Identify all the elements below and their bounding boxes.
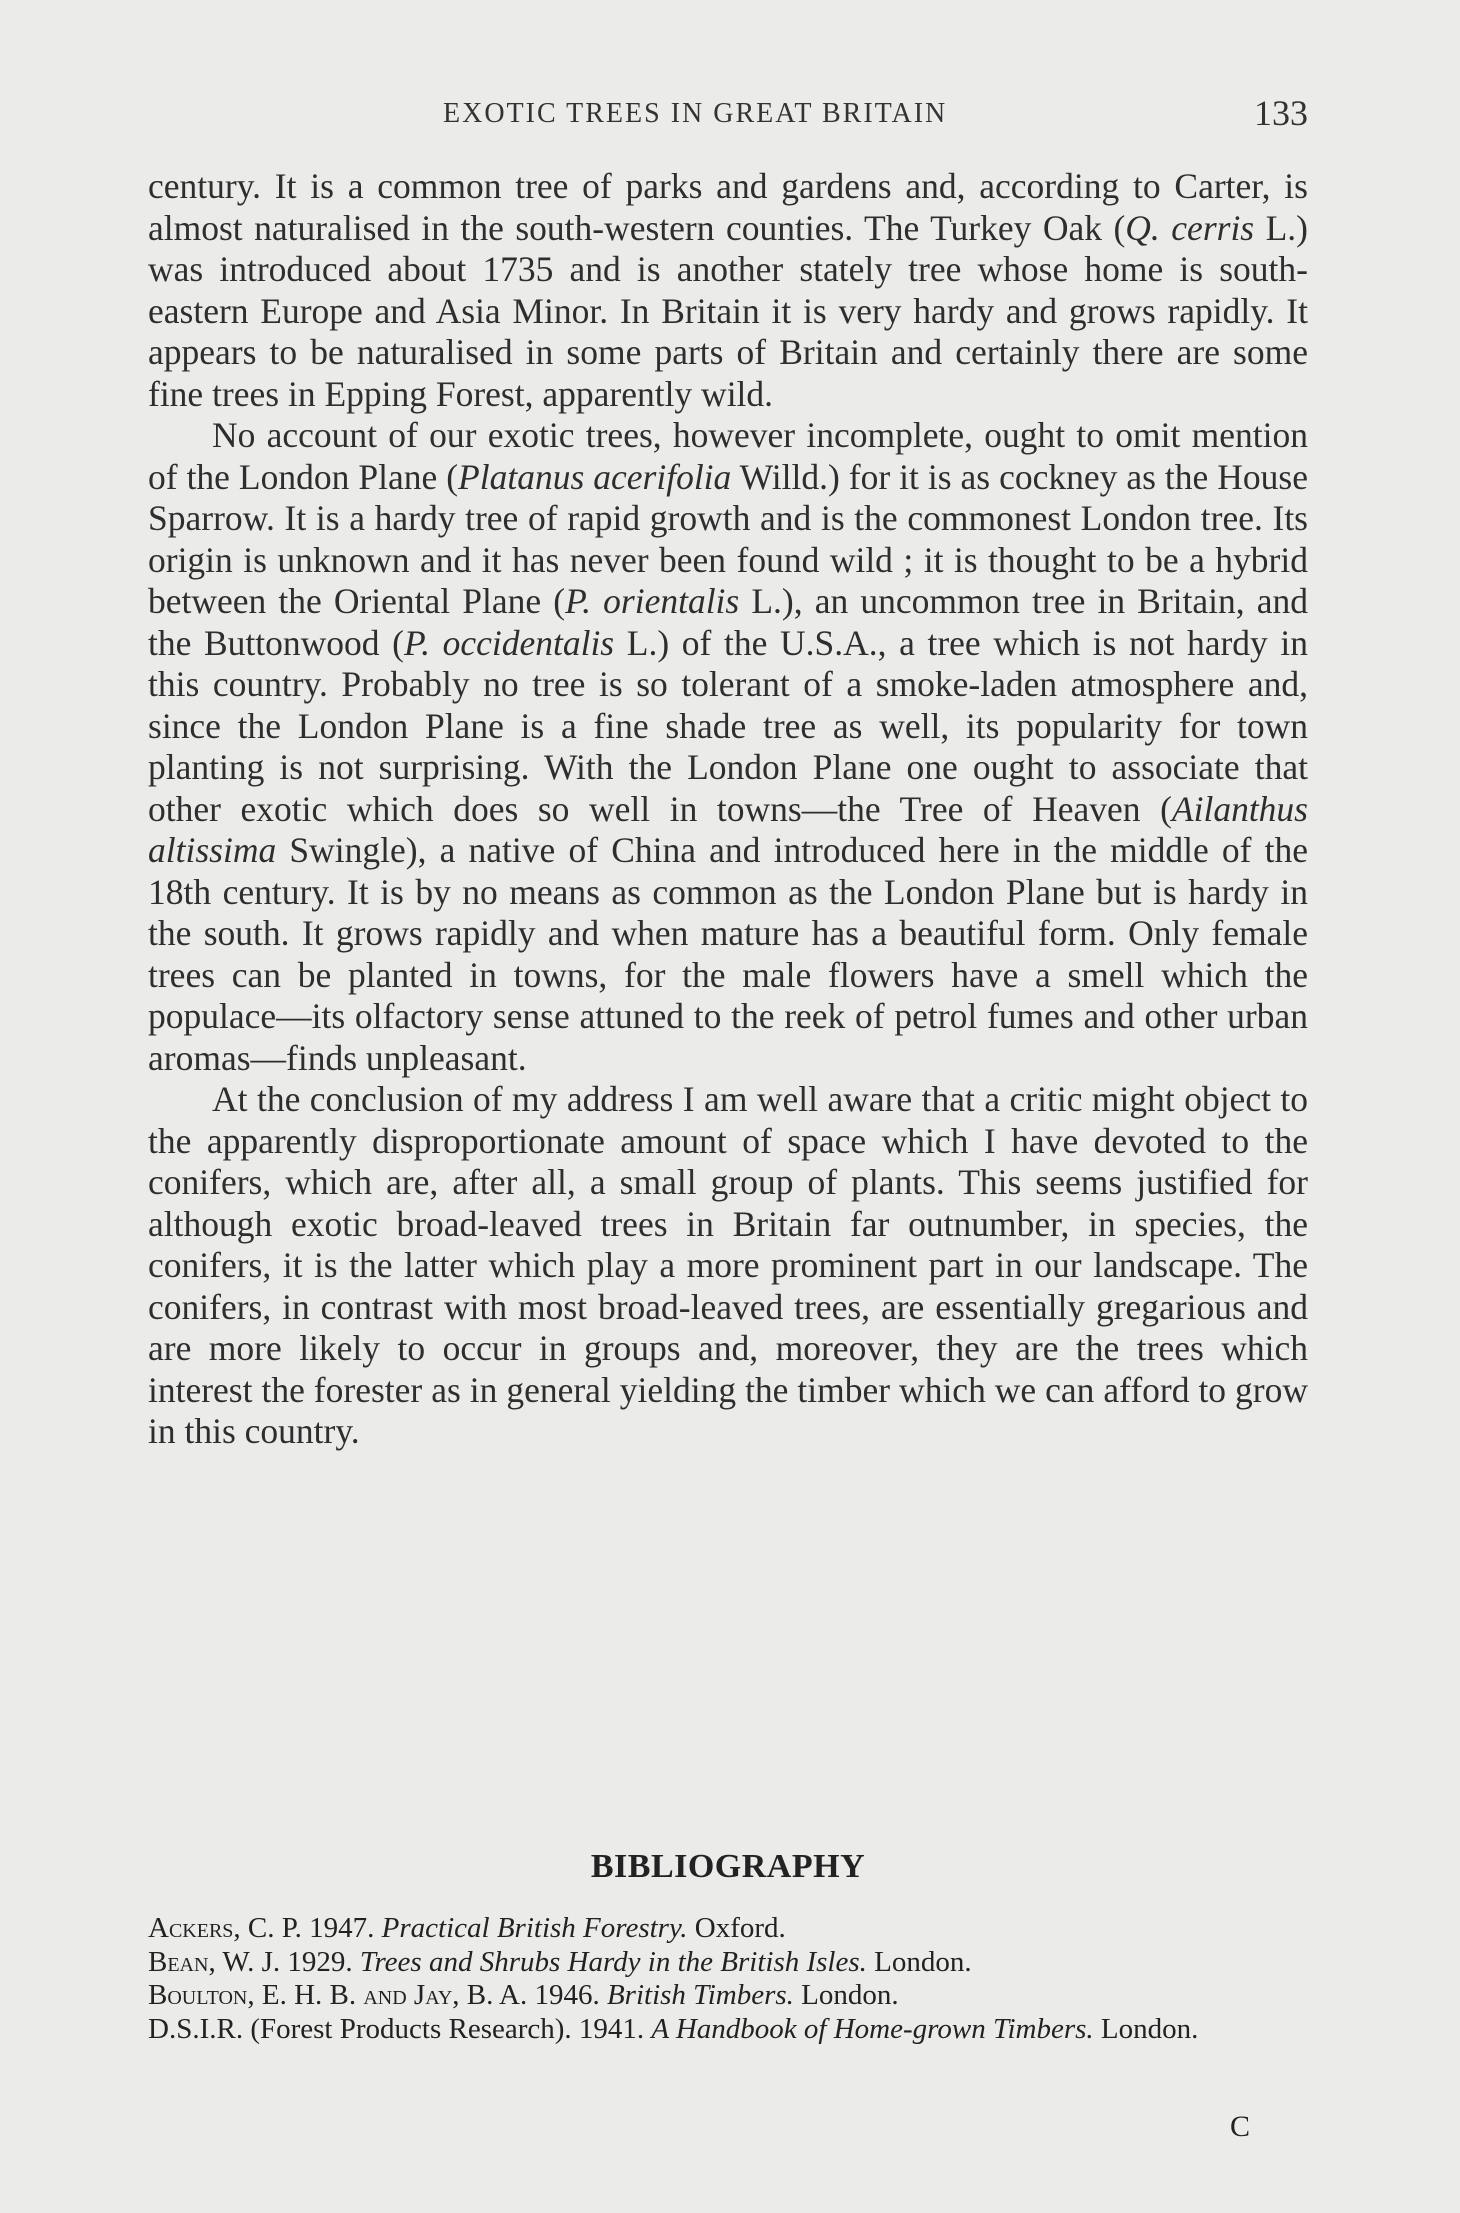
- bib-author: Ackers, C. P.: [148, 1912, 302, 1944]
- bib-year: 1941.: [578, 2012, 645, 2045]
- species-name: Ailanthus altissima: [148, 788, 1308, 870]
- bibliography-entry: [148, 1912, 1308, 1946]
- bib-title: Trees and Shrubs Hardy in the British Isles.: [359, 1945, 867, 1978]
- paragraph-2-text-i: Swingle), a native of China and introduced here in the middle of the 18th century. It is by no means as common as the London Plane but is hardy in the south. It grows rapidly and when mature has a beautiful form. Only female trees can be planted in towns, for the male flowers have a smell which the populace—its olfactory sense attuned to the reek of petrol fumes and other urban aromas—finds unpleasant.: [148, 830, 1308, 1078]
- signature-mark: C: [1230, 2110, 1251, 2143]
- bib-title: Practical British Forestry.: [381, 1912, 688, 1944]
- species-name: P. orientalis: [565, 581, 740, 621]
- paragraph-3: At the conclusion of my address I am well aware that a critic might object to the apparently disproportionate amount of space which I have devoted to the conifers, which are, after all, a small group of plants. This seems justified for although exotic broad-leaved trees in Britain far outnumber, in species, the conifers, it is the latter which play a more prominent part in our landscape. The conifers, in contrast with most broad-leaved trees, are essentially gregarious and are more likely to occur in groups and, moreover, they are the trees which interest the forester as in general yielding the timber which we can afford to grow in this country.: [148, 1079, 1308, 1451]
- bib-place: London.: [801, 1979, 899, 2011]
- bib-title: A Handbook of Home-grown Timbers.: [651, 2012, 1094, 2045]
- bib-year: 1947.: [309, 1912, 375, 1944]
- bib-author: D.S.I.R. (Forest Products Research).: [148, 2012, 572, 2045]
- bib-place: London.: [874, 1945, 972, 1978]
- running-title: EXOTIC TREES IN GREAT BRITAIN: [443, 98, 948, 129]
- bib-place: Oxford.: [694, 1912, 786, 1944]
- paragraph-1-text-c: L.) was introduced about 1735 and is another stately tree whose home is south-eastern Europe and Asia Minor. In Britain it is very hardy and grows rapidly. It appears to be naturalised in some parts of Britain and certainly there are some fine trees in Epping Forest, apparently wild.: [148, 207, 1308, 414]
- bibliography-heading: BIBLIOGRAPHY: [590, 1848, 866, 1885]
- paragraph-2-text-a: No account of our exotic trees, however incomplete, ought to omit mention of the London Plane (: [148, 415, 1308, 497]
- species-name: P. occidentalis: [403, 622, 615, 663]
- paragraph-2-text-c: Willd.) for it is as cockney as the House Sparrow. It is a hardy tree of rapid growth and is the commonest London tree. Its origin is unknown and it has never been found wild ; it is thought to be a hybrid between the Oriental Plane (: [148, 456, 1308, 621]
- page-number: 133: [1254, 93, 1308, 133]
- paragraph-1: [148, 166, 1308, 415]
- bibliography-list: [148, 1912, 1308, 2046]
- running-head: [148, 92, 1308, 138]
- paragraph-2: [148, 415, 1308, 1079]
- species-name: Platanus acerifolia: [458, 456, 732, 497]
- bib-title: British Timbers.: [606, 1979, 794, 2011]
- bibliography-entry: [148, 2013, 1308, 2047]
- species-name: Q. cerris: [1125, 207, 1255, 248]
- bibliography-entry: [148, 1946, 1308, 1980]
- paragraph-1-text-a: century. It is a common tree of parks and gardens and, according to Carter, is almost naturalised in the south-western counties. The Turkey Oak (: [148, 166, 1308, 248]
- body-text: [148, 166, 1308, 1453]
- bib-year: 1929.: [287, 1945, 353, 1978]
- bibliography-entry: [148, 1979, 1308, 2013]
- bib-place: London.: [1100, 2012, 1199, 2045]
- bib-year: 1946.: [534, 1979, 600, 2011]
- paragraph-2-text-g: L.) of the U.S.A., a tree which is not hardy in this country. Probably no tree is so tolerant of a smoke-laden atmosphere and, since the London Plane is a fine shade tree as well, its popularity for town planting is not surprising. With the London Plane one ought to associate that other exotic which does so well in towns—the Tree of Heaven (: [148, 622, 1309, 829]
- paragraph-2-text-e: L.), an uncommon tree in Britain, and the Buttonwood (: [148, 581, 1308, 663]
- bib-author: Bean, W. J.: [148, 1945, 281, 1978]
- bib-author: Boulton, E. H. B. and Jay, B. A.: [148, 1979, 528, 2011]
